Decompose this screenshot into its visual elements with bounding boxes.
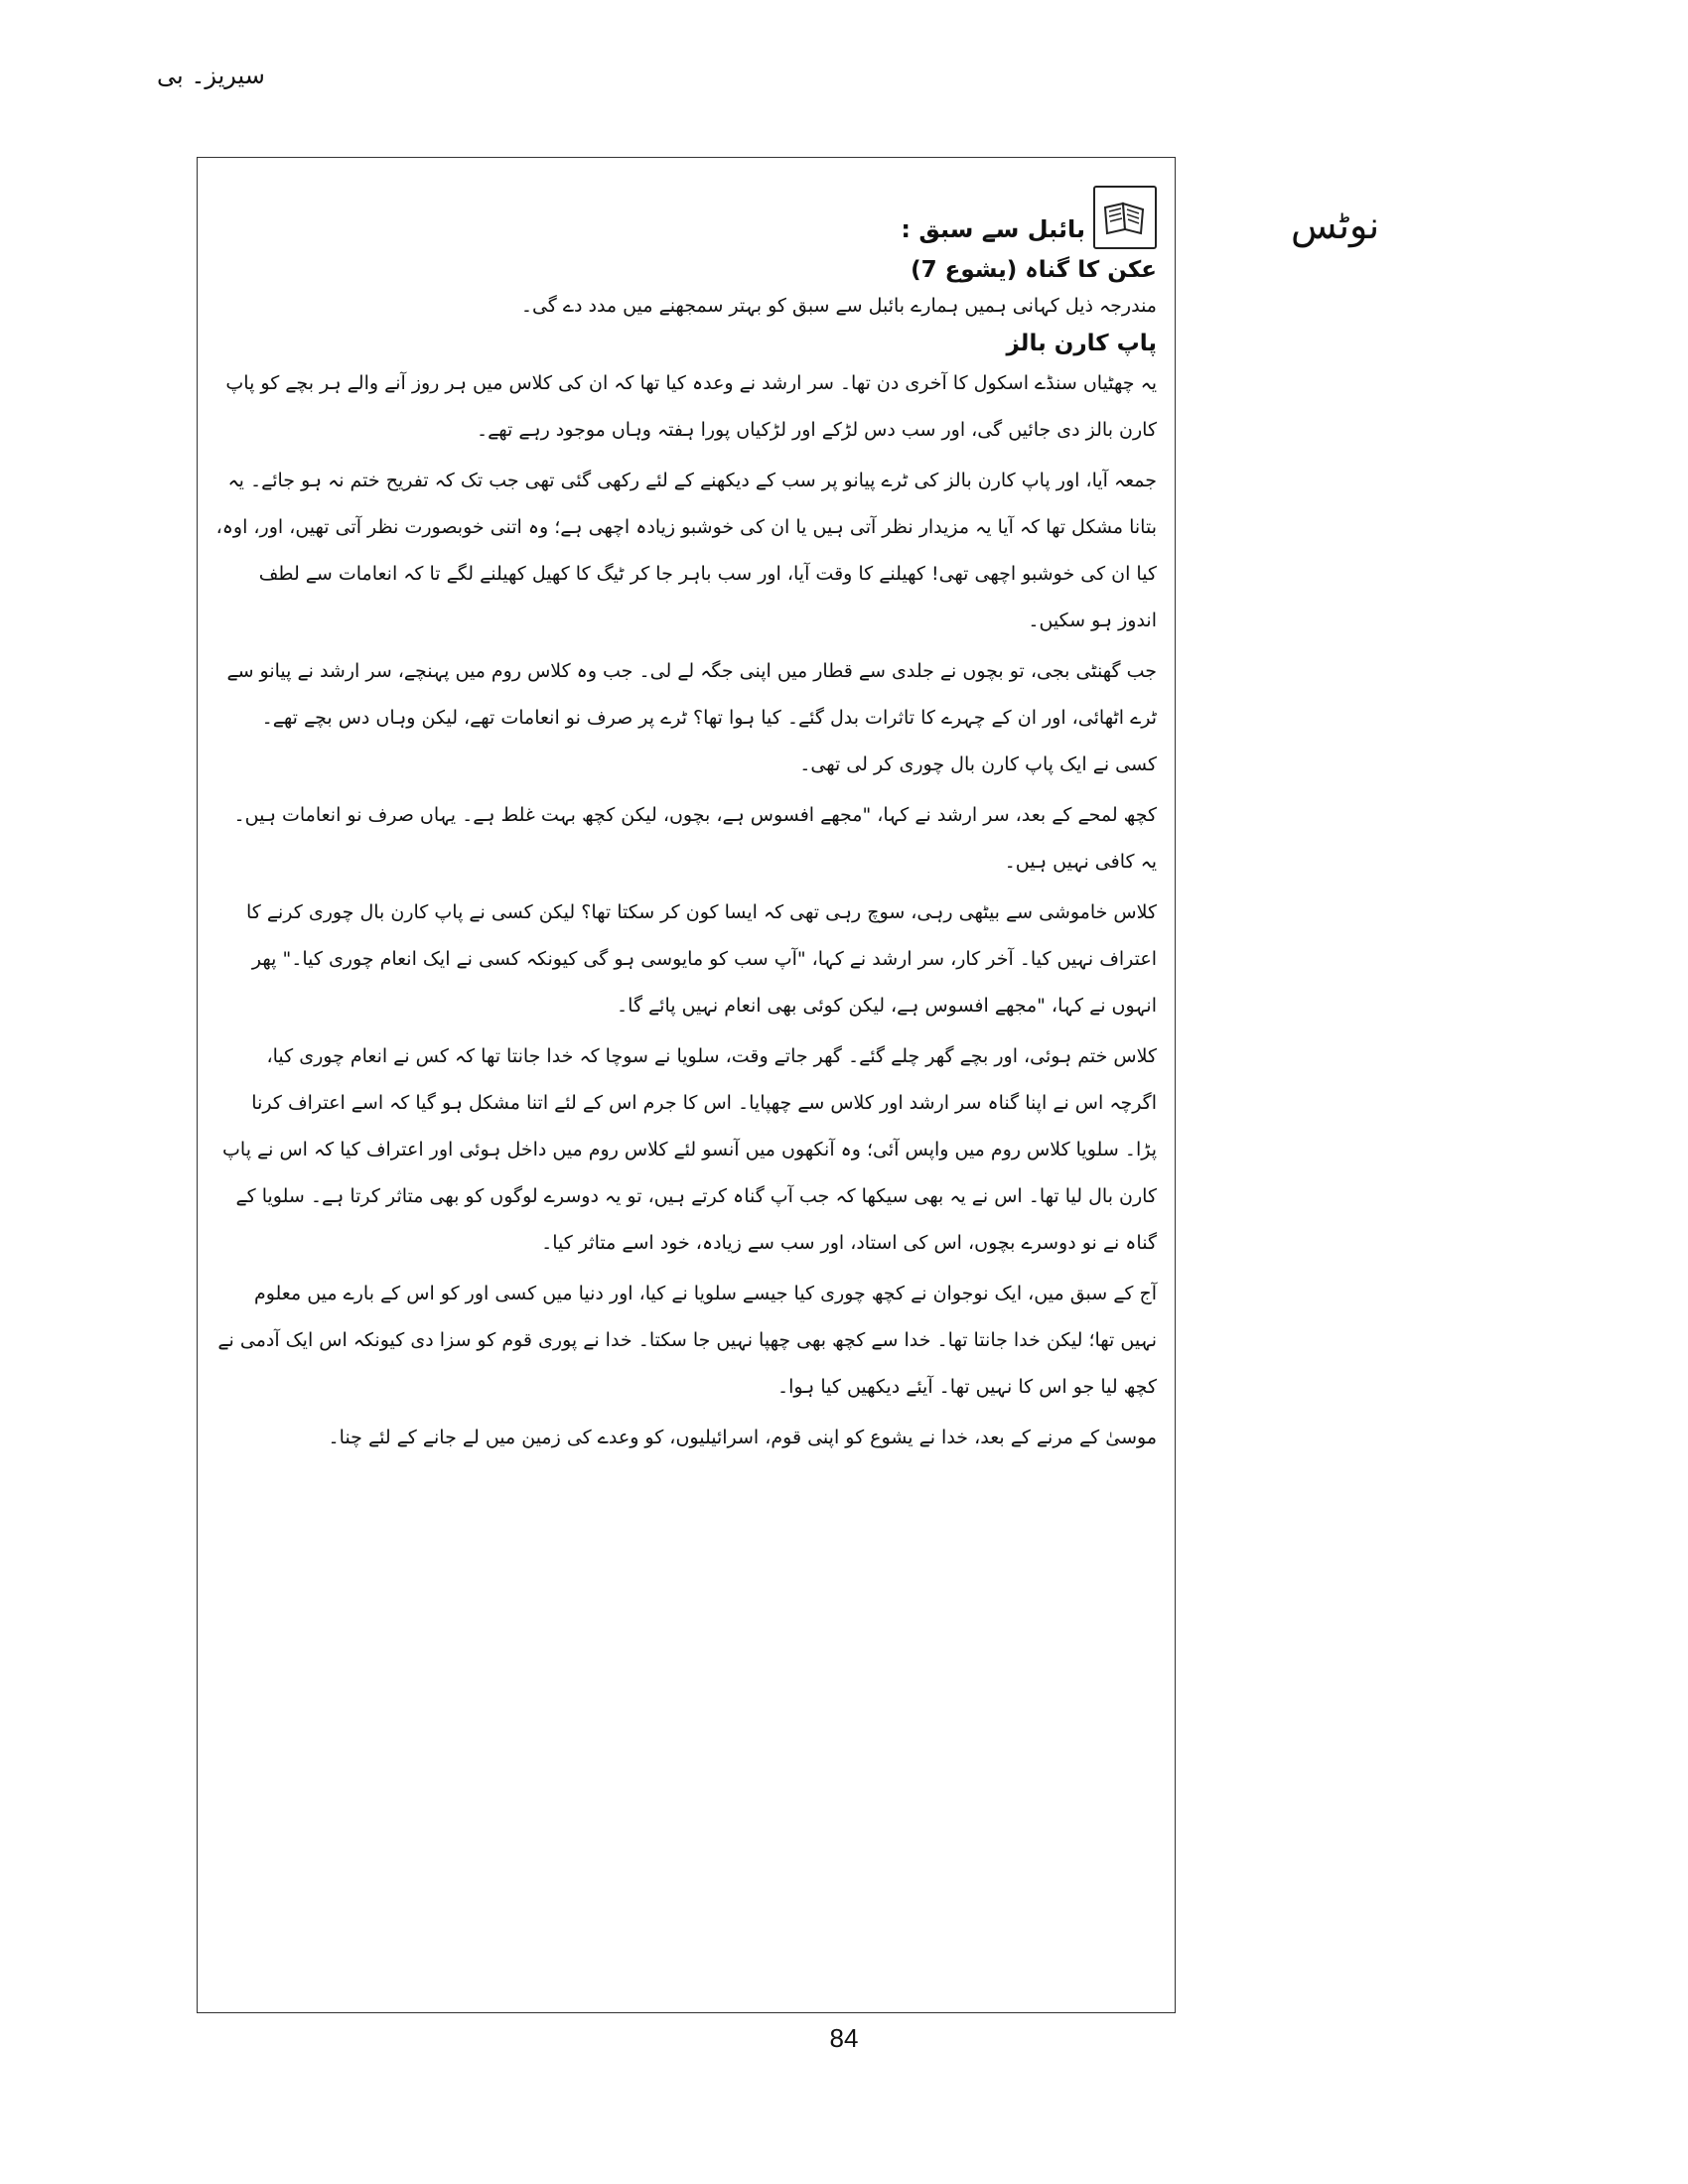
story-title: پاپ کارن بالز	[1006, 331, 1157, 356]
section-title: بائبل سے سبق :	[901, 215, 1085, 243]
paragraph: کلاس خاموشی سے بیٹھی رہی، سوچ رہی تھی کہ ایسا کون کر سکتا تھا؟ لیکن کسی نے پاپ کارن بال چوری کرنے کا اعتراف نہیں کیا۔ آخر کار، سر ارشد نے کہا، "آپ سب کو مایوسی ہو گی کیونکہ کسی نے ایک انعام چوری کیا۔" پھر انہوں نے کہا، "مجھے افسوس ہے، لیکن کوئی بھی انعام نہیں پائے گا۔	[245, 901, 1157, 1017]
paragraph: یہ چھٹیاں سنڈے اسکول کا آخری دن تھا۔ سر ارشد نے وعدہ کیا تھا کہ ان کی کلاس میں ہر روز آنے والے ہر بچے کو پاپ کارن بالز دی جائیں گی، اور سب دس لڑکے اور لڑکیاں پورا ہفتہ وہاں موجود رہے تھے۔	[225, 372, 1157, 441]
paragraph: موسیٰ کے مرنے کے بعد، خدا نے یشوع کو اپنی قوم، اسرائیلیوں، کو وعدے کی زمین میں لے جانے کے لئے چنا۔	[328, 1427, 1157, 1448]
lesson-box	[197, 157, 1176, 2013]
series-label: سیریز۔ بی	[157, 62, 265, 89]
paragraph: آج کے سبق میں، ایک نوجوان نے کچھ چوری کیا جیسے سلویا نے کیا، اور دنیا میں کسی اور کو اس کے بارے میں معلوم نہیں تھا؛ لیکن خدا جانتا تھا۔ خدا سے کچھ بھی چھپا نہیں جا سکتا۔ خدا نے پوری قوم کو سزا دی کیونکہ اس ایک آدمی نے کچھ لیا جو اس کا نہیں تھا۔ آیئے دیکھیں کیا ہوا۔	[217, 1283, 1157, 1398]
paragraph: جمعہ آیا، اور پاپ کارن بالز کی ٹرے پیانو پر سب کے دیکھنے کے لئے رکھی گئی تھی جب تک کہ تفریح ختم نہ ہو جائے۔ یہ بتانا مشکل تھا کہ آیا یہ مزیدار نظر آتی ہیں یا ان کی خوشبو زیادہ اچھی ہے؛ وہ اتنی خوبصورت نظر آتی تھیں، اور، اوہ، کیا ان کی خوشبو اچھی تھی! کھیلنے کا وقت آیا، اور سب باہر جا کر ٹیگ کا کھیل کھیلنے لگے تا کہ انعامات سے لطف اندوز ہو سکیں۔	[215, 470, 1157, 631]
lesson-header	[215, 168, 1157, 249]
page-number: 84	[829, 2023, 859, 2053]
story-reference: عکن کا گناہ (یشوع 7)	[911, 257, 1157, 283]
paragraph: کلاس ختم ہوئی، اور بچے گھر چلے گئے۔ گھر جاتے وقت، سلویا نے سوچا کہ خدا جانتا تھا کہ کس نے انعام چوری کیا، اگرچہ اس نے اپنا گناہ سر ارشد اور کلاس سے چھپایا۔ اس کا جرم اس کے لئے اتنا مشکل ہو گیا کہ اسے اعتراف کرنا پڑا۔ سلویا کلاس روم میں واپس آئی؛ وہ آنکھوں میں آنسو لئے کلاس روم میں داخل ہوئی اور اعتراف کیا کہ اس نے پاپ کارن بال لیا تھا۔ اس نے یہ بھی سیکھا کہ جب آپ گناہ کرتے ہیں، تو یہ دوسرے لوگوں کو بھی متاثر کرتا ہے۔ سلویا کے گناہ نے نو دوسرے بچوں، اس کی استاد، اور سب سے زیادہ، خود اسے متاثر کیا۔	[222, 1045, 1157, 1254]
paragraph: جب گھنٹی بجی، تو بچوں نے جلدی سے قطار میں اپنی جگہ لے لی۔ جب وہ کلاس روم میں پہنچے، سر ارشد نے پیانو سے ٹرے اٹھائی، اور ان کے چہرے کا تاثرات بدل گئے۔ کیا ہوا تھا؟ ٹرے پر صرف نو انعامات تھے، لیکن وہاں دس بچے تھے۔ کسی نے ایک پاپ کارن بال چوری کر لی تھی۔	[226, 660, 1157, 775]
intro-text: مندرجہ ذیل کہانی ہمیں ہمارے بائبل سے سبق کو بہتر سمجھنے میں مدد دے گی۔	[520, 295, 1157, 317]
notes-label: نوٹس	[1291, 204, 1380, 247]
lesson-content	[215, 168, 1157, 1461]
paragraph: کچھ لمحے کے بعد، سر ارشد نے کہا، "مجھے افسوس ہے، بچوں، لیکن کچھ بہت غلط ہے۔ یہاں صرف نو انعامات ہیں۔ یہ کافی نہیں ہیں۔	[233, 804, 1157, 873]
open-book-icon	[1093, 186, 1157, 249]
